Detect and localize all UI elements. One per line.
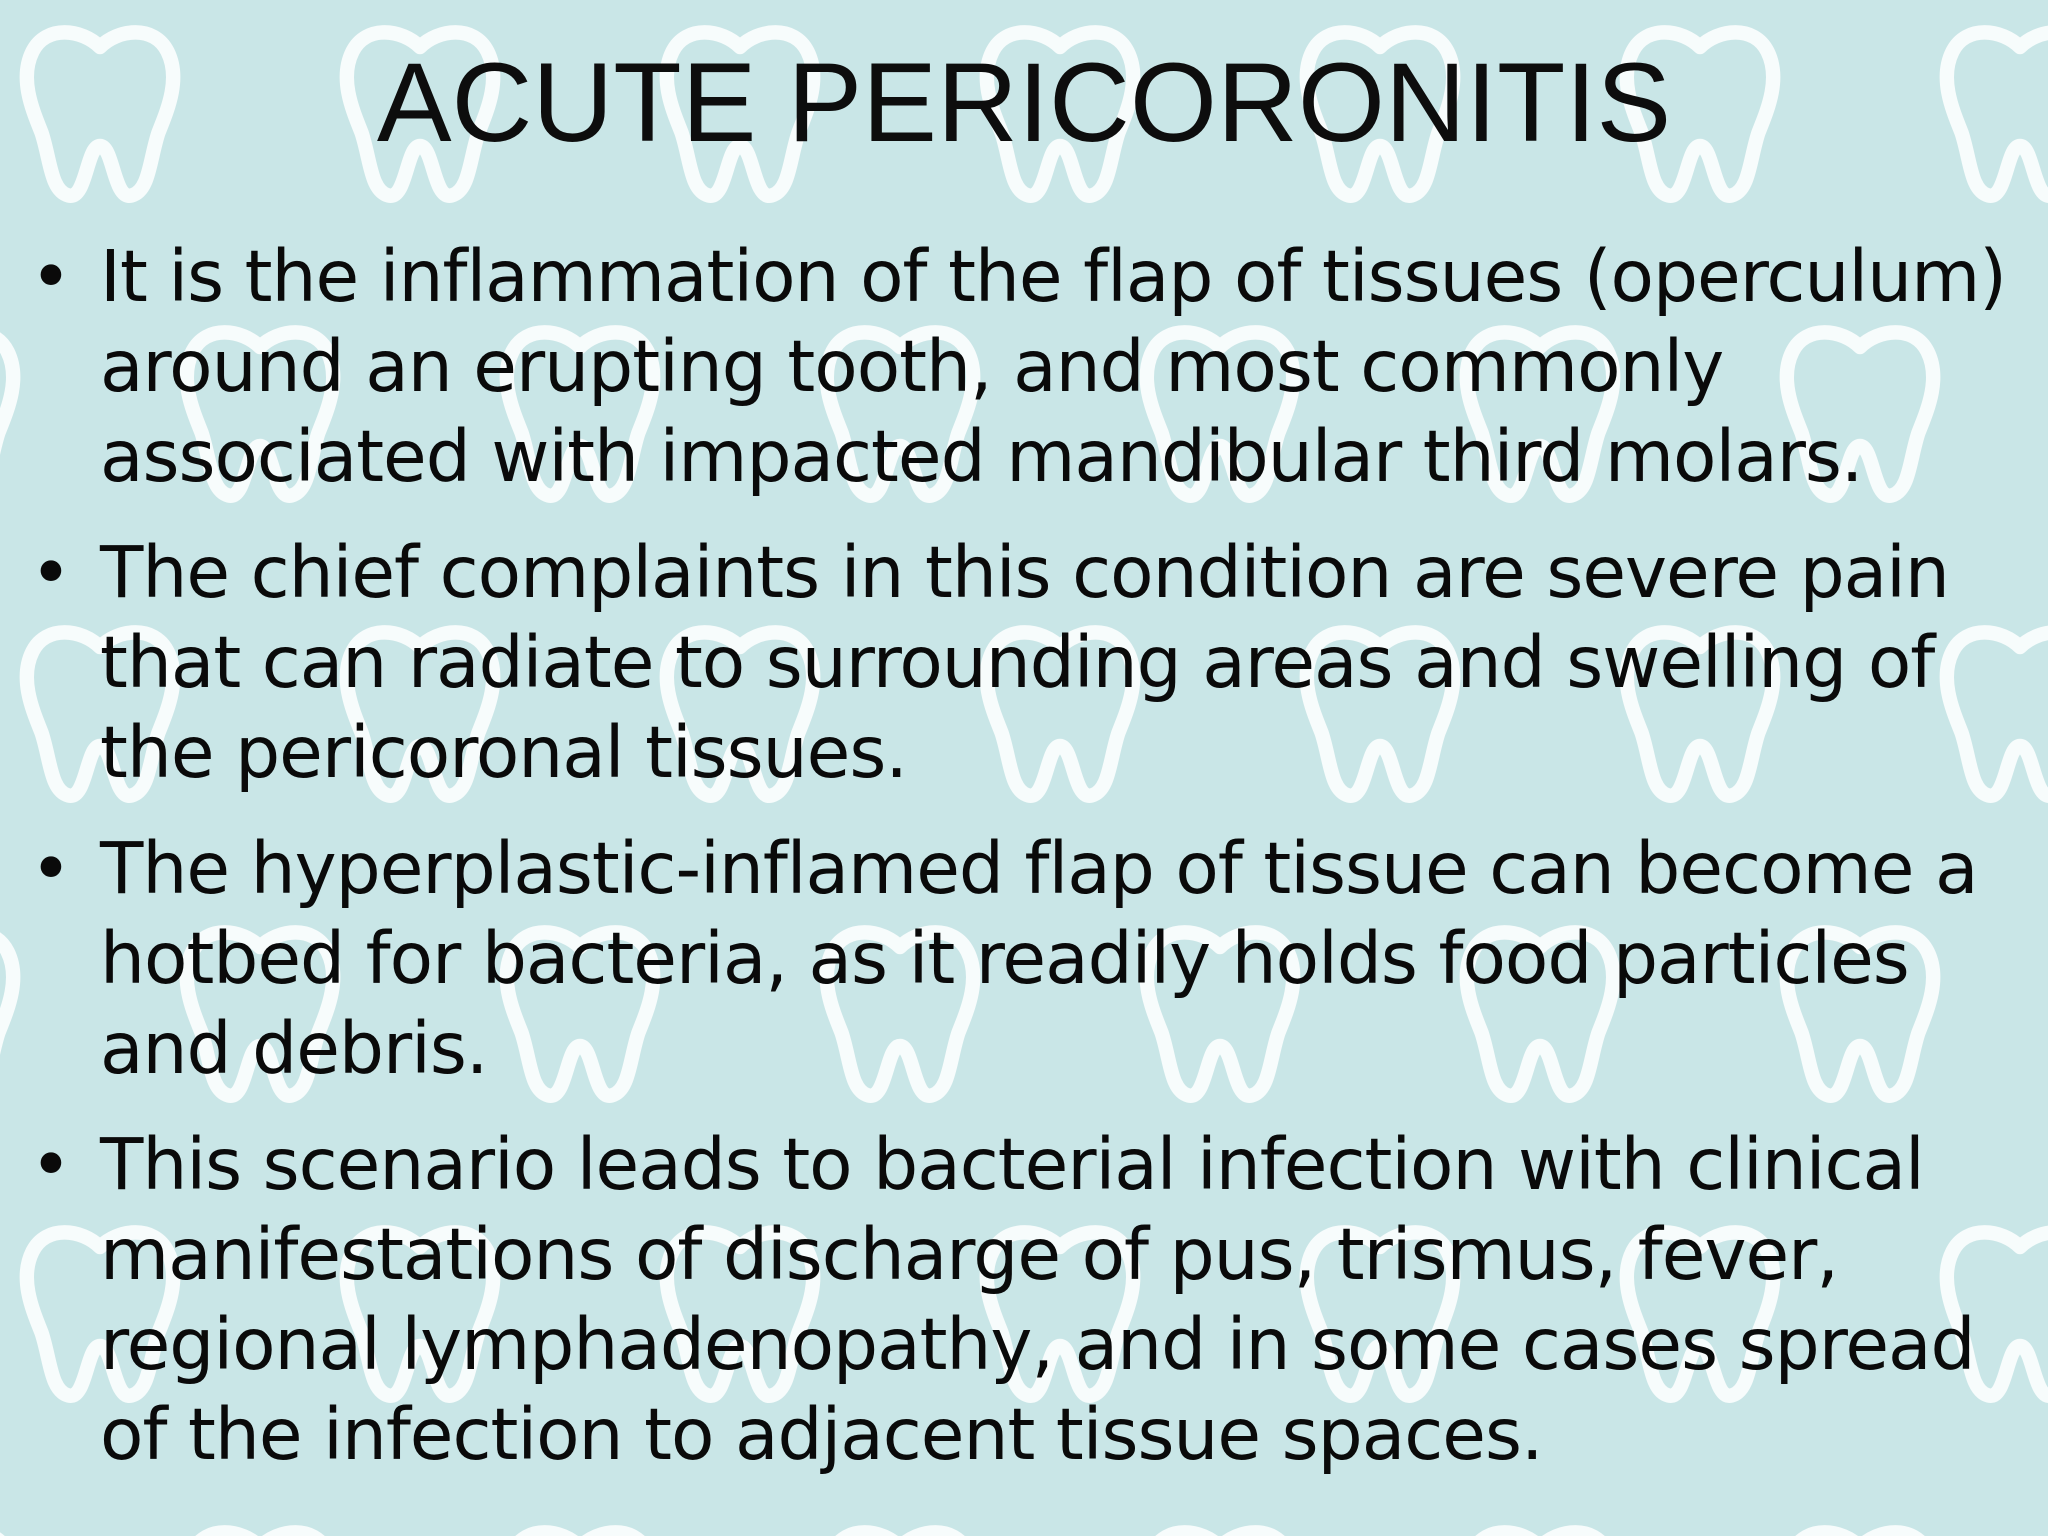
tooth-icon — [0, 1532, 13, 1536]
slide-title: ACUTE PERICORONITIS — [376, 40, 1672, 165]
bullet-text: The hyperplastic-inflamed flap of tissue can become a hotbed for bacteria, as it readily holds food particles and debris. — [100, 827, 1978, 1090]
tooth-icon — [1147, 1532, 1293, 1536]
bullet-icon: • — [30, 1123, 71, 1206]
bullet-text: This scenario leads to bacterial infection with clinical manifestations of discharge of pus, trismus, fever, regional lymphadenopathy, and in some cases spread of the infection to adjacent tissue spaces. — [100, 1123, 1975, 1476]
bullet-item-2 — [30, 528, 2020, 798]
tooth-icon — [0, 332, 13, 495]
tooth-icon — [827, 1532, 973, 1536]
bullet-text: It is the inflammation of the flap of tissues (operculum) around an erupting tooth, and most commonly associated with impacted mandibular third molars. — [100, 235, 2006, 498]
bullet-item-3 — [30, 824, 2020, 1094]
bullet-text: The chief complaints in this condition are severe pain that can radiate to surrounding areas and swelling of the pericoronal tissues. — [100, 531, 1949, 794]
bullet-icon: • — [30, 531, 71, 614]
tooth-icon — [1787, 1532, 1933, 1536]
tooth-icon — [1467, 1532, 1613, 1536]
bullet-list — [30, 232, 2020, 1506]
bullet-item-4 — [30, 1120, 2020, 1480]
tooth-icon — [187, 1532, 333, 1536]
bullet-icon: • — [30, 235, 71, 318]
bullet-icon: • — [30, 827, 71, 910]
tooth-icon — [0, 932, 13, 1095]
bullet-item-1 — [30, 232, 2020, 502]
tooth-icon — [507, 1532, 653, 1536]
